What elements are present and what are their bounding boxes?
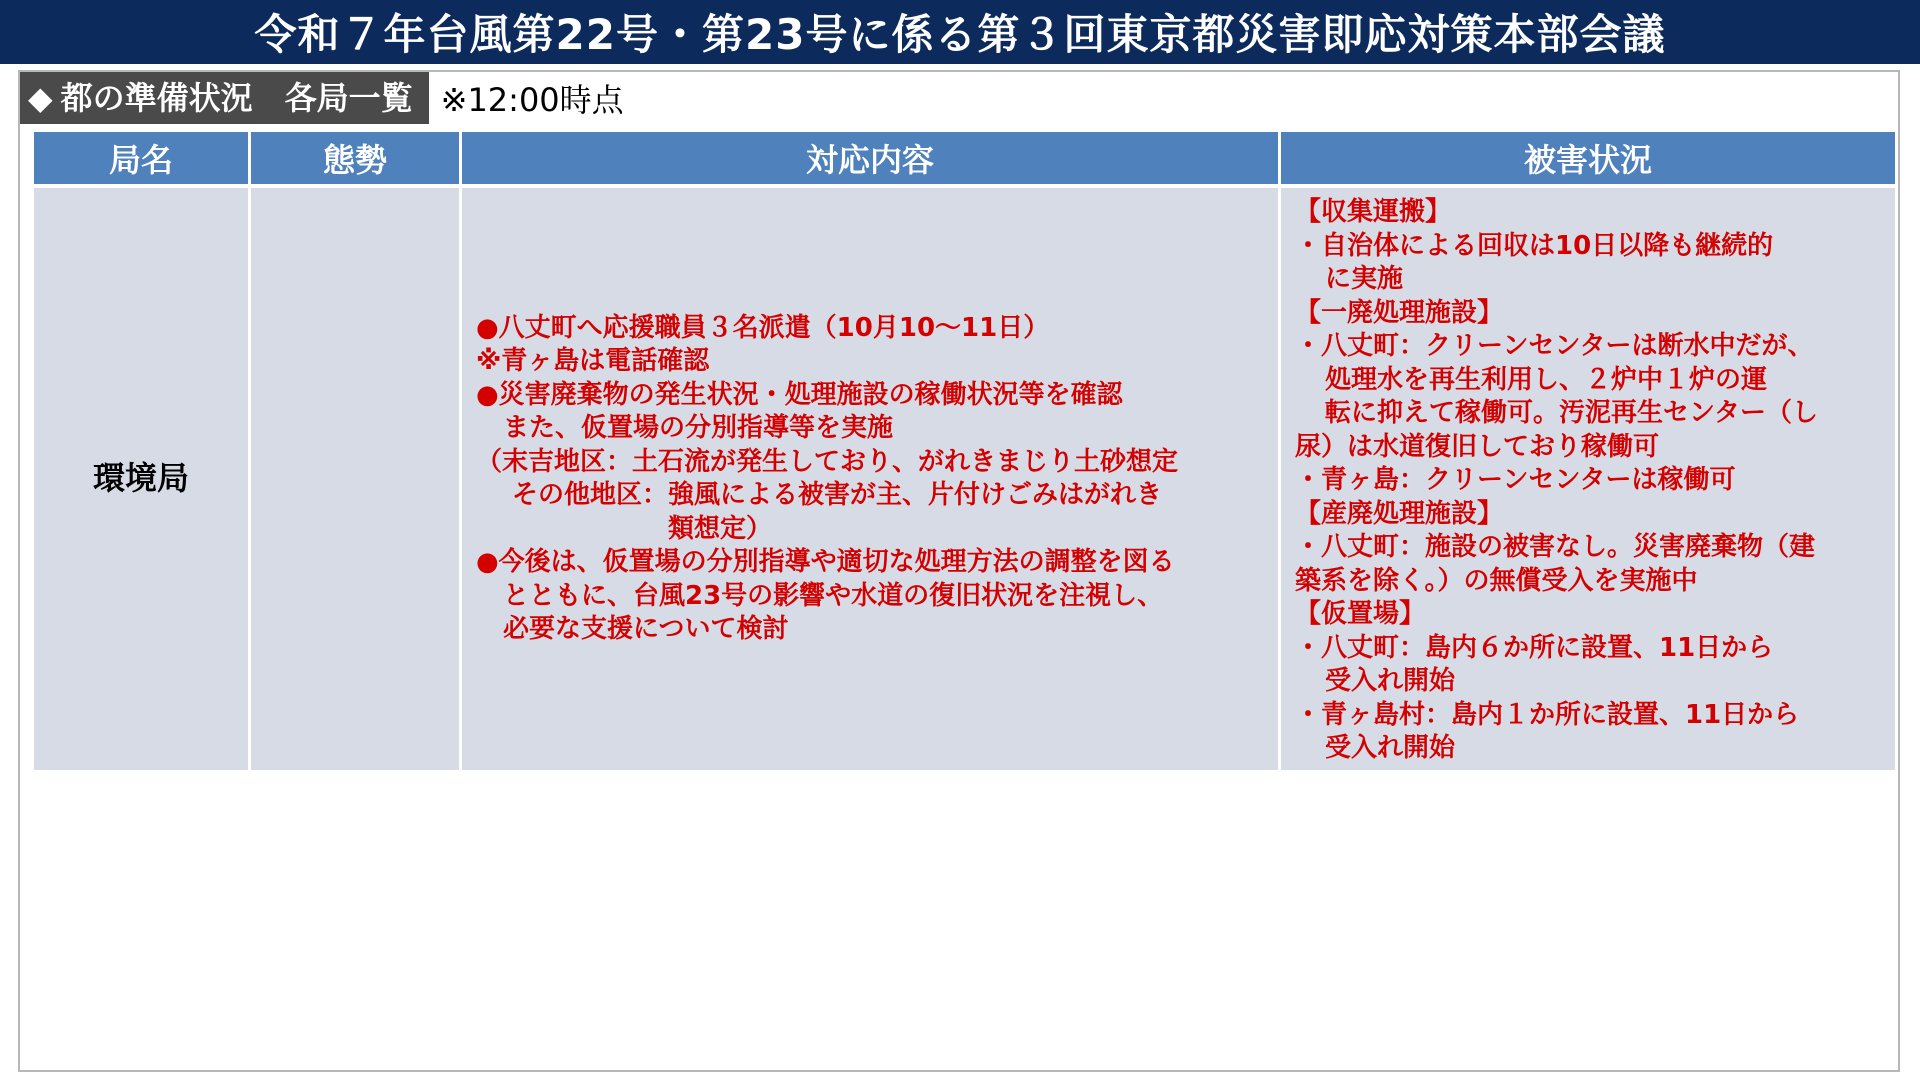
damage-line: 処理水を再生利用し、２炉中１炉の運 (1325, 364, 1768, 395)
damage-line: ・青ヶ島：クリーンセンターは稼働可 (1295, 465, 1736, 495)
section-header (20, 72, 624, 124)
damage-line: に実施 (1325, 264, 1404, 294)
response-line: ●八丈町へ応援職員３名派遣（10月10～11日） (476, 312, 1050, 343)
response-line: （末吉地区：土石流が発生しており、がれきまじり土砂想定 (476, 446, 1179, 477)
section-label: 都の準備状況 各局一覧 (60, 79, 413, 117)
header-response: 対応内容 (462, 132, 1278, 184)
page-title: 令和７年台風第22号・第23号に係る第３回東京都災害即応対策本部会議 (0, 0, 1920, 64)
damage-line: 【収集運搬】 (1295, 197, 1452, 227)
response-line: その他地区：強風による被害が主、片付けごみはがれき (512, 480, 1163, 510)
damage-line: 尿）は水道復旧しており稼働可 (1295, 431, 1660, 462)
cell-posture (251, 188, 459, 770)
damage-line: ・自治体による回収は10日以降も継続的 (1295, 230, 1774, 261)
response-line: 類想定） (668, 513, 773, 544)
cell-bureau: 環境局 (34, 188, 248, 770)
response-line: ●今後は、仮置場の分別指導や適切な処理方法の調整を図る (476, 547, 1175, 577)
header-posture: 態勢 (251, 132, 459, 184)
damage-line: 築系を除く。）の無償受入を実施中 (1295, 565, 1698, 596)
response-line: 必要な支援について検討 (503, 614, 789, 644)
damage-line: 転に抑えて稼働可。汚泥再生センター（し (1325, 398, 1818, 428)
header-bureau: 局名 (34, 132, 248, 184)
damage-line: 受入れ開始 (1325, 733, 1456, 763)
response-line: ※青ヶ島は電話確認 (476, 346, 710, 376)
content-frame (18, 70, 1900, 1072)
cell-damage (1281, 188, 1895, 770)
response-line: また、仮置場の分別指導等を実施 (503, 413, 894, 443)
diamond-icon: ◆ (28, 79, 53, 117)
section-label-box (20, 72, 429, 124)
damage-line: 【仮置場】 (1295, 599, 1426, 629)
damage-line: ・八丈町：島内６か所に設置、11日から (1295, 632, 1774, 663)
damage-line: ・青ヶ島村：島内１か所に設置、11日から (1295, 699, 1800, 730)
damage-line: ・八丈町：クリーンセンターは断水中だが、 (1295, 331, 1814, 361)
header-damage: 被害状況 (1281, 132, 1895, 184)
damage-line: 【産廃処理施設】 (1295, 498, 1504, 529)
response-line: ●災害廃棄物の発生状況・処理施設の稼働状況等を確認 (476, 379, 1123, 410)
bureau-table (34, 132, 1886, 770)
damage-line: 受入れ開始 (1325, 666, 1456, 696)
damage-line: 【一廃処理施設】 (1295, 297, 1504, 328)
damage-line: ・八丈町：施設の被害なし。災害廃棄物（建 (1295, 532, 1816, 562)
response-line: とともに、台風23号の影響や水道の復旧状況を注視し、 (503, 580, 1164, 611)
timestamp: ※12:00時点 (440, 81, 624, 119)
cell-response (462, 188, 1278, 770)
